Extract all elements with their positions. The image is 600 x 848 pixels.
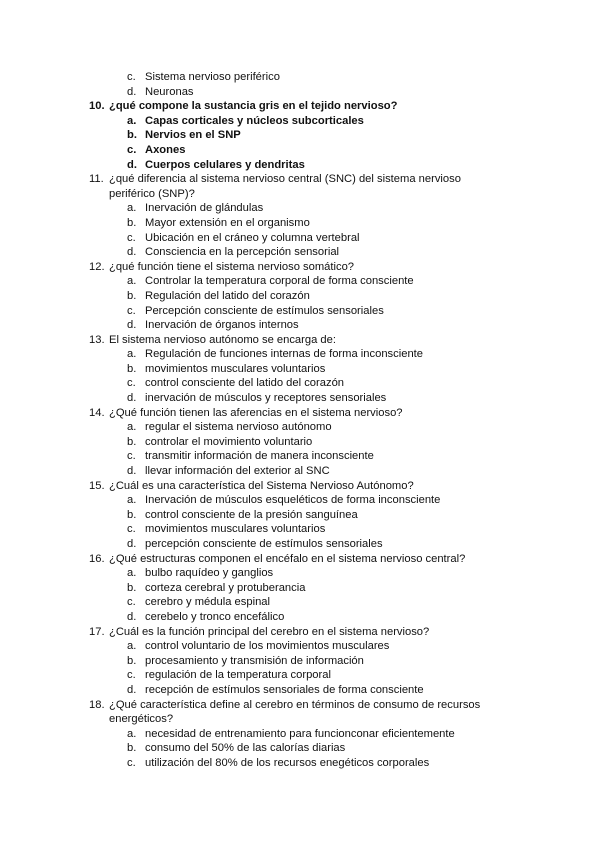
question-number: 18. bbox=[89, 698, 105, 711]
question-block bbox=[0, 99, 600, 172]
document-page bbox=[0, 70, 600, 771]
question-text: ¿qué función tiene el sistema nervioso somático? bbox=[109, 260, 355, 273]
question-row bbox=[0, 625, 600, 640]
option-row bbox=[0, 654, 600, 669]
option-text: necesidad de entrenamiento para funcionconar eficientemente bbox=[145, 727, 455, 740]
question-block bbox=[0, 260, 600, 333]
option-row bbox=[0, 756, 600, 771]
question-number: 13. bbox=[89, 333, 105, 346]
option-letter: c. bbox=[127, 143, 137, 156]
question-block bbox=[0, 479, 600, 552]
option-letter: c. bbox=[127, 523, 136, 536]
option-text: transmitir información de manera inconsciente bbox=[145, 450, 374, 463]
option-text: controlar el movimiento voluntario bbox=[145, 435, 313, 448]
option-text: Ubicación en el cráneo y columna vertebral bbox=[145, 231, 360, 244]
option-text: Capas corticales y núcleos subcorticales bbox=[145, 114, 364, 127]
option-letter: d. bbox=[127, 158, 137, 171]
option-row bbox=[0, 318, 600, 333]
question-text: ¿Cuál es la función principal del cerebro en el sistema nervioso? bbox=[109, 625, 430, 638]
option-letter: a. bbox=[127, 114, 137, 127]
question-text: ¿Qué característica define al cerebro en términos de consumo de recursos energéticos? bbox=[109, 698, 481, 726]
question-block bbox=[0, 698, 600, 771]
option-text: consumo del 50% de las calorías diarias bbox=[145, 742, 346, 755]
option-text: cerebro y médula espinal bbox=[145, 596, 270, 609]
question-text: ¿Cuál es una característica del Sistema Nervioso Autónomo? bbox=[109, 479, 414, 492]
question-number: 14. bbox=[89, 406, 105, 419]
question-number: 11. bbox=[89, 173, 104, 186]
option-text: utilización del 80% de los recursos enegéticos corporales bbox=[145, 756, 430, 769]
option-letter: b. bbox=[127, 508, 137, 521]
option-text: corteza cerebral y protuberancia bbox=[145, 581, 306, 594]
question-number: 16. bbox=[89, 552, 105, 565]
option-letter: d. bbox=[127, 319, 137, 332]
option-row bbox=[0, 449, 600, 464]
option-text: Axones bbox=[145, 143, 186, 156]
option-letter: a. bbox=[127, 348, 137, 361]
option-text: movimientos musculares voluntarios bbox=[145, 362, 326, 375]
option-letter: d. bbox=[127, 392, 137, 405]
option-letter: c. bbox=[127, 756, 136, 769]
option-row bbox=[0, 522, 600, 537]
option-letter: d. bbox=[127, 610, 137, 623]
option-letter: d. bbox=[127, 465, 137, 478]
option-text: Nervios en el SNP bbox=[145, 129, 241, 142]
question-block bbox=[0, 552, 600, 625]
option-letter: d. bbox=[127, 85, 137, 98]
option-letter: c. bbox=[127, 596, 136, 609]
question-row bbox=[0, 260, 600, 275]
option-text: Mayor extensión en el organismo bbox=[145, 216, 310, 229]
question-text: ¿qué diferencia al sistema nervioso central (SNC) del sistema nervioso periférico (SNP)? bbox=[109, 173, 461, 200]
option-row bbox=[0, 741, 600, 756]
question-text: ¿Qué estructuras componen el encéfalo en el sistema nervioso central? bbox=[109, 552, 466, 565]
option-letter: b. bbox=[127, 362, 137, 375]
option-row bbox=[0, 376, 600, 391]
option-text: Inervación de órganos internos bbox=[145, 319, 299, 332]
option-row bbox=[0, 464, 600, 479]
option-letter: c. bbox=[127, 71, 136, 83]
option-text: Percepción consciente de estímulos sensoriales bbox=[145, 304, 384, 317]
question-block bbox=[0, 625, 600, 698]
option-letter: c. bbox=[127, 231, 136, 244]
option-row bbox=[0, 683, 600, 698]
option-letter: d. bbox=[127, 538, 137, 550]
question-row bbox=[0, 172, 600, 201]
question-row bbox=[0, 333, 600, 348]
option-row bbox=[0, 158, 600, 173]
question-text: ¿qué compone la sustancia gris en el tejido nervioso? bbox=[109, 100, 398, 113]
question-number: 15. bbox=[89, 479, 105, 492]
option-text: cerebelo y tronco encefálico bbox=[145, 610, 285, 623]
option-letter: c. bbox=[127, 450, 136, 463]
option-row bbox=[0, 595, 600, 610]
option-text: Consciencia en la percepción sensorial bbox=[145, 246, 340, 259]
option-row bbox=[0, 231, 600, 246]
option-row bbox=[0, 143, 600, 158]
option-row bbox=[0, 304, 600, 319]
question-row bbox=[0, 99, 600, 114]
option-text: llevar información del exterior al SNC bbox=[145, 465, 330, 478]
option-row bbox=[0, 610, 600, 625]
option-text: Cuerpos celulares y dendritas bbox=[145, 158, 305, 171]
option-letter: a. bbox=[127, 640, 137, 653]
option-text: procesamiento y transmisión de información bbox=[145, 654, 364, 667]
option-text: Neuronas bbox=[145, 85, 194, 98]
option-text: control consciente de la presión sanguínea bbox=[145, 508, 358, 521]
option-text: Regulación del latido del corazón bbox=[145, 289, 310, 302]
option-row bbox=[0, 70, 600, 85]
option-row bbox=[0, 85, 600, 100]
option-row bbox=[0, 391, 600, 406]
question-text: El sistema nervioso autónomo se encarga de: bbox=[109, 333, 336, 346]
question-list bbox=[0, 99, 600, 770]
option-text: Sistema nervioso periférico bbox=[145, 71, 280, 83]
option-row bbox=[0, 201, 600, 216]
question-block bbox=[0, 333, 600, 406]
option-letter: a. bbox=[127, 202, 137, 215]
option-row bbox=[0, 289, 600, 304]
option-row bbox=[0, 727, 600, 742]
question-number: 12. bbox=[89, 260, 105, 273]
option-letter: b. bbox=[127, 654, 137, 667]
option-text: Regulación de funciones internas de forma inconsciente bbox=[145, 348, 423, 361]
option-letter: c. bbox=[127, 377, 136, 390]
option-letter: c. bbox=[127, 669, 136, 682]
option-row bbox=[0, 508, 600, 523]
question-block bbox=[0, 172, 600, 260]
option-letter: b. bbox=[127, 742, 137, 755]
question-row bbox=[0, 698, 600, 727]
option-row bbox=[0, 420, 600, 435]
option-letter: a. bbox=[127, 275, 137, 288]
option-row bbox=[0, 537, 600, 552]
option-text: inervación de músculos y receptores sensoriales bbox=[145, 392, 387, 405]
option-letter: b. bbox=[127, 581, 137, 594]
option-row bbox=[0, 245, 600, 260]
option-letter: b. bbox=[127, 435, 137, 448]
option-text: control voluntario de los movimientos musculares bbox=[145, 640, 390, 653]
question-row bbox=[0, 479, 600, 494]
option-text: control consciente del latido del corazón bbox=[145, 377, 345, 390]
option-text: Inervación de glándulas bbox=[145, 202, 264, 215]
option-row bbox=[0, 493, 600, 508]
option-row bbox=[0, 128, 600, 143]
option-letter: b. bbox=[127, 129, 137, 142]
option-text: movimientos musculares voluntarios bbox=[145, 523, 326, 536]
question-number: 17. bbox=[89, 625, 105, 638]
option-row bbox=[0, 668, 600, 683]
question-block bbox=[0, 406, 600, 479]
option-row bbox=[0, 435, 600, 450]
lead-options bbox=[0, 70, 600, 99]
question-row bbox=[0, 552, 600, 567]
option-letter: b. bbox=[127, 289, 137, 302]
option-letter: d. bbox=[127, 246, 137, 259]
option-row bbox=[0, 114, 600, 129]
option-row bbox=[0, 566, 600, 581]
option-text: recepción de estímulos sensoriales de forma consciente bbox=[145, 683, 424, 696]
option-text: percepción consciente de estímulos sensoriales bbox=[145, 538, 383, 550]
option-text: regular el sistema nervioso autónomo bbox=[145, 421, 332, 434]
option-row bbox=[0, 347, 600, 362]
option-text: Controlar la temperatura corporal de forma consciente bbox=[145, 275, 414, 288]
question-text: ¿Qué función tienen las aferencias en el sistema nervioso? bbox=[109, 406, 403, 419]
option-row bbox=[0, 639, 600, 654]
option-letter: c. bbox=[127, 304, 136, 317]
option-text: Inervación de músculos esqueléticos de forma inconsciente bbox=[145, 494, 441, 507]
option-row bbox=[0, 581, 600, 596]
option-letter: a. bbox=[127, 567, 137, 580]
option-row bbox=[0, 216, 600, 231]
option-text: bulbo raquídeo y ganglios bbox=[145, 567, 274, 580]
option-letter: a. bbox=[127, 494, 137, 507]
option-letter: b. bbox=[127, 216, 137, 229]
question-number: 10. bbox=[89, 100, 105, 113]
option-row bbox=[0, 362, 600, 377]
option-letter: a. bbox=[127, 421, 137, 434]
option-row bbox=[0, 274, 600, 289]
option-text: regulación de la temperatura corporal bbox=[145, 669, 331, 682]
option-letter: d. bbox=[127, 683, 137, 696]
option-letter: a. bbox=[127, 727, 137, 740]
question-row bbox=[0, 406, 600, 421]
